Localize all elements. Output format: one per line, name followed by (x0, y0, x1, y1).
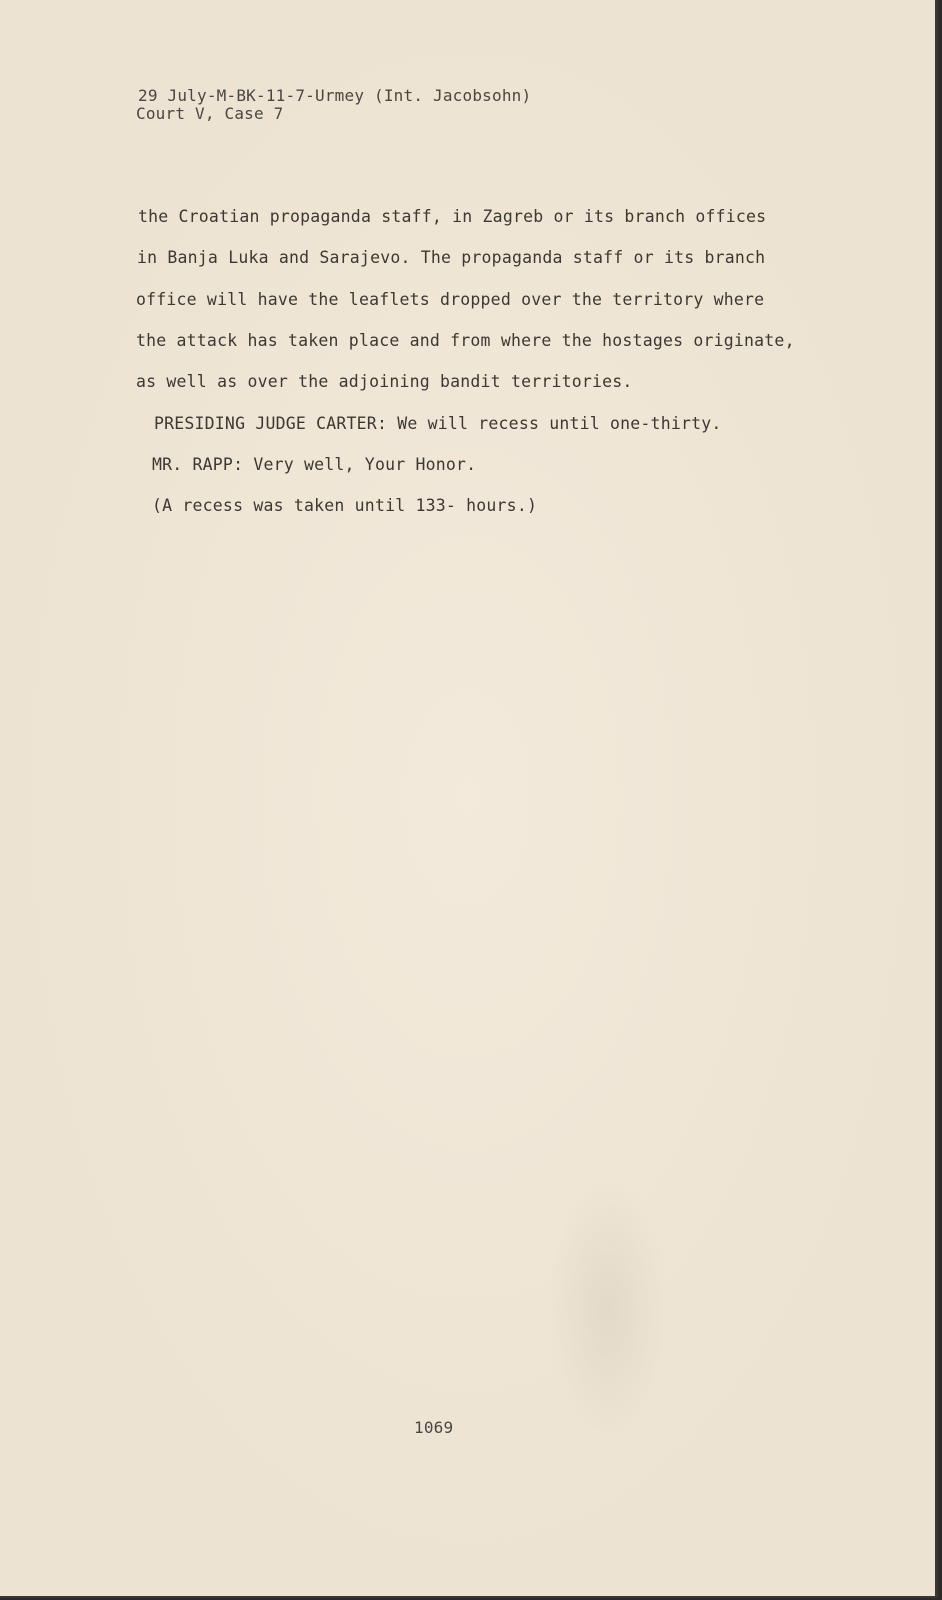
recess-note: (A recess was taken until 133- hours.) (152, 496, 538, 515)
header-line-2: Court V, Case 7 (136, 104, 284, 123)
presiding-judge-statement: PRESIDING JUDGE CARTER: We will recess until one-thirty. (154, 414, 722, 433)
body-line-4: the attack has taken place and from where the hostages originate, (136, 331, 795, 350)
body-line-3: office will have the leaflets dropped over the territory where (136, 290, 765, 309)
mr-rapp-statement: MR. RAPP: Very well, Your Honor. (152, 455, 477, 474)
page-number: 1069 (414, 1418, 454, 1437)
body-line-5: as well as over the adjoining bandit territories. (136, 372, 633, 391)
body-line-2: in Banja Luka and Sarajevo. The propaganda staff or its branch (137, 248, 766, 267)
body-line-1: the Croatian propaganda staff, in Zagreb or its branch offices (138, 207, 767, 226)
header-line-1: 29 July-M-BK-11-7-Urmey (Int. Jacobsohn) (138, 86, 532, 105)
